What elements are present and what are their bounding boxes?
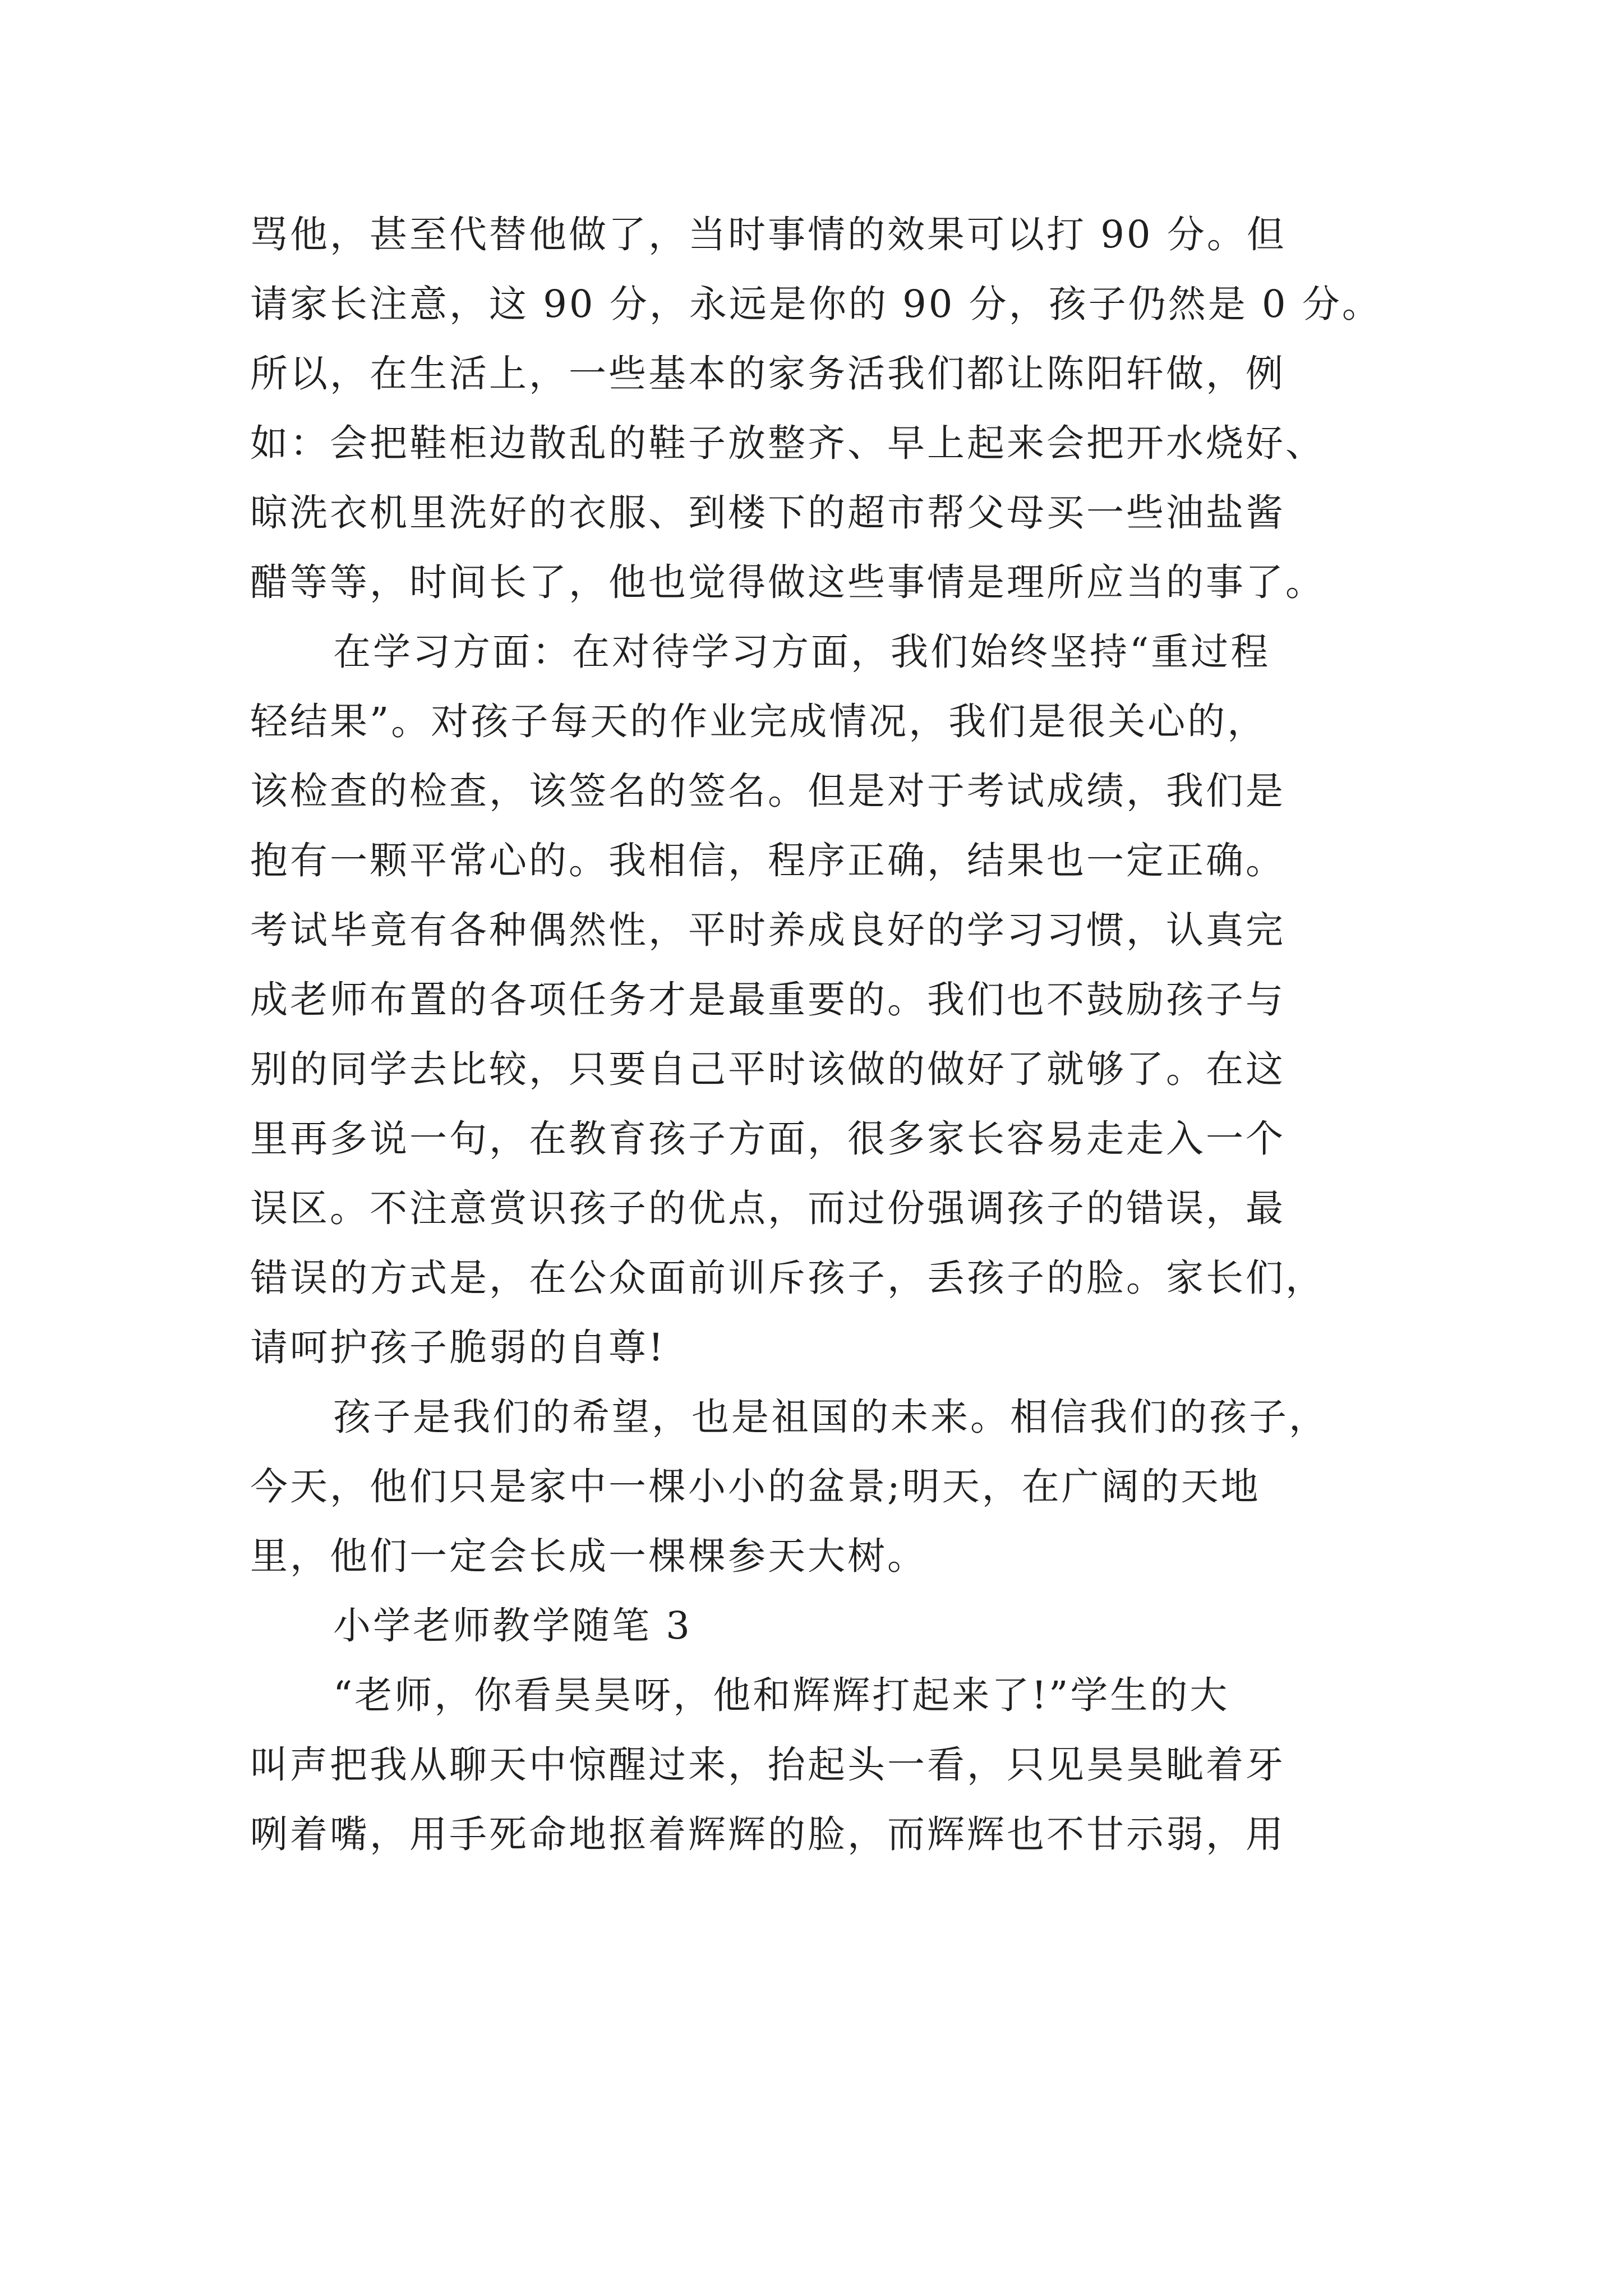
text-line: 里再多说一句，在教育孩子方面，很多家长容易走走入一个: [250, 1117, 1285, 1161]
document-text-body: [250, 200, 1394, 1869]
text-line: 所以，在生活上，一些基本的家务活我们都让陈阳轩做，例: [250, 352, 1285, 395]
text-line: 在学习方面：在对待学习方面，我们始终坚持“重过程: [333, 630, 1271, 674]
text-line: 别的同学去比较，只要自己平时该做的做好了就够了。在这: [250, 1047, 1285, 1091]
text-line: 叫声把我从聊天中惊醒过来，抬起头一看，只见昊昊眦着牙: [250, 1743, 1285, 1787]
text-line: 抱有一颗平常心的。我相信，程序正确，结果也一定正确。: [250, 839, 1285, 882]
text-line: 咧着嘴，用手死命地抠着辉辉的脸，而辉辉也不甘示弱，用: [250, 1812, 1285, 1856]
text-line: 请呵护孩子脆弱的自尊!: [250, 1326, 666, 1369]
text-line: 孩子是我们的希望，也是祖国的未来。相信我们的孩子，: [333, 1395, 1329, 1439]
text-line: 考试毕竟有各种偶然性，平时养成良好的学习习惯，认真完: [250, 908, 1285, 952]
text-line: 骂他，甚至代替他做了，当时事情的效果可以打 90 分。但: [250, 213, 1287, 256]
text-line: 该检查的检查，该签名的签名。但是对于考试成绩，我们是: [250, 769, 1285, 813]
text-line: 误区。不注意赏识孩子的优点，而过份强调孩子的错误，最: [250, 1186, 1285, 1230]
text-line: 里，他们一定会长成一棵棵参天大树。: [250, 1534, 927, 1578]
text-line: 如：会把鞋柜边散乱的鞋子放整齐、早上起来会把开水烧好、: [250, 421, 1325, 465]
text-line: 今天，他们只是家中一棵小小的盆景;明天，在广阔的天地: [250, 1465, 1261, 1508]
text-line: 错误的方式是，在公众面前训斥孩子，丢孩子的脸。家长们，: [250, 1256, 1325, 1300]
text-line: 小学老师教学随笔 3: [333, 1604, 692, 1648]
text-line: 晾洗衣机里洗好的衣服、到楼下的超市帮父母买一些油盐酱: [250, 491, 1285, 535]
text-line: “老师，你看昊昊呀，他和辉辉打起来了!”学生的大: [333, 1673, 1230, 1717]
text-line: 轻结果”。对孩子每天的作业完成情况，我们是很关心的，: [250, 700, 1267, 743]
text-line: 成老师布置的各项任务才是最重要的。我们也不鼓励孩子与: [250, 978, 1285, 1022]
text-line: 请家长注意，这 90 分，永远是你的 90 分，孩子仍然是 0 分。: [250, 282, 1382, 326]
text-line: 醋等等，时间长了，他也觉得做这些事情是理所应当的事了。: [250, 560, 1325, 604]
